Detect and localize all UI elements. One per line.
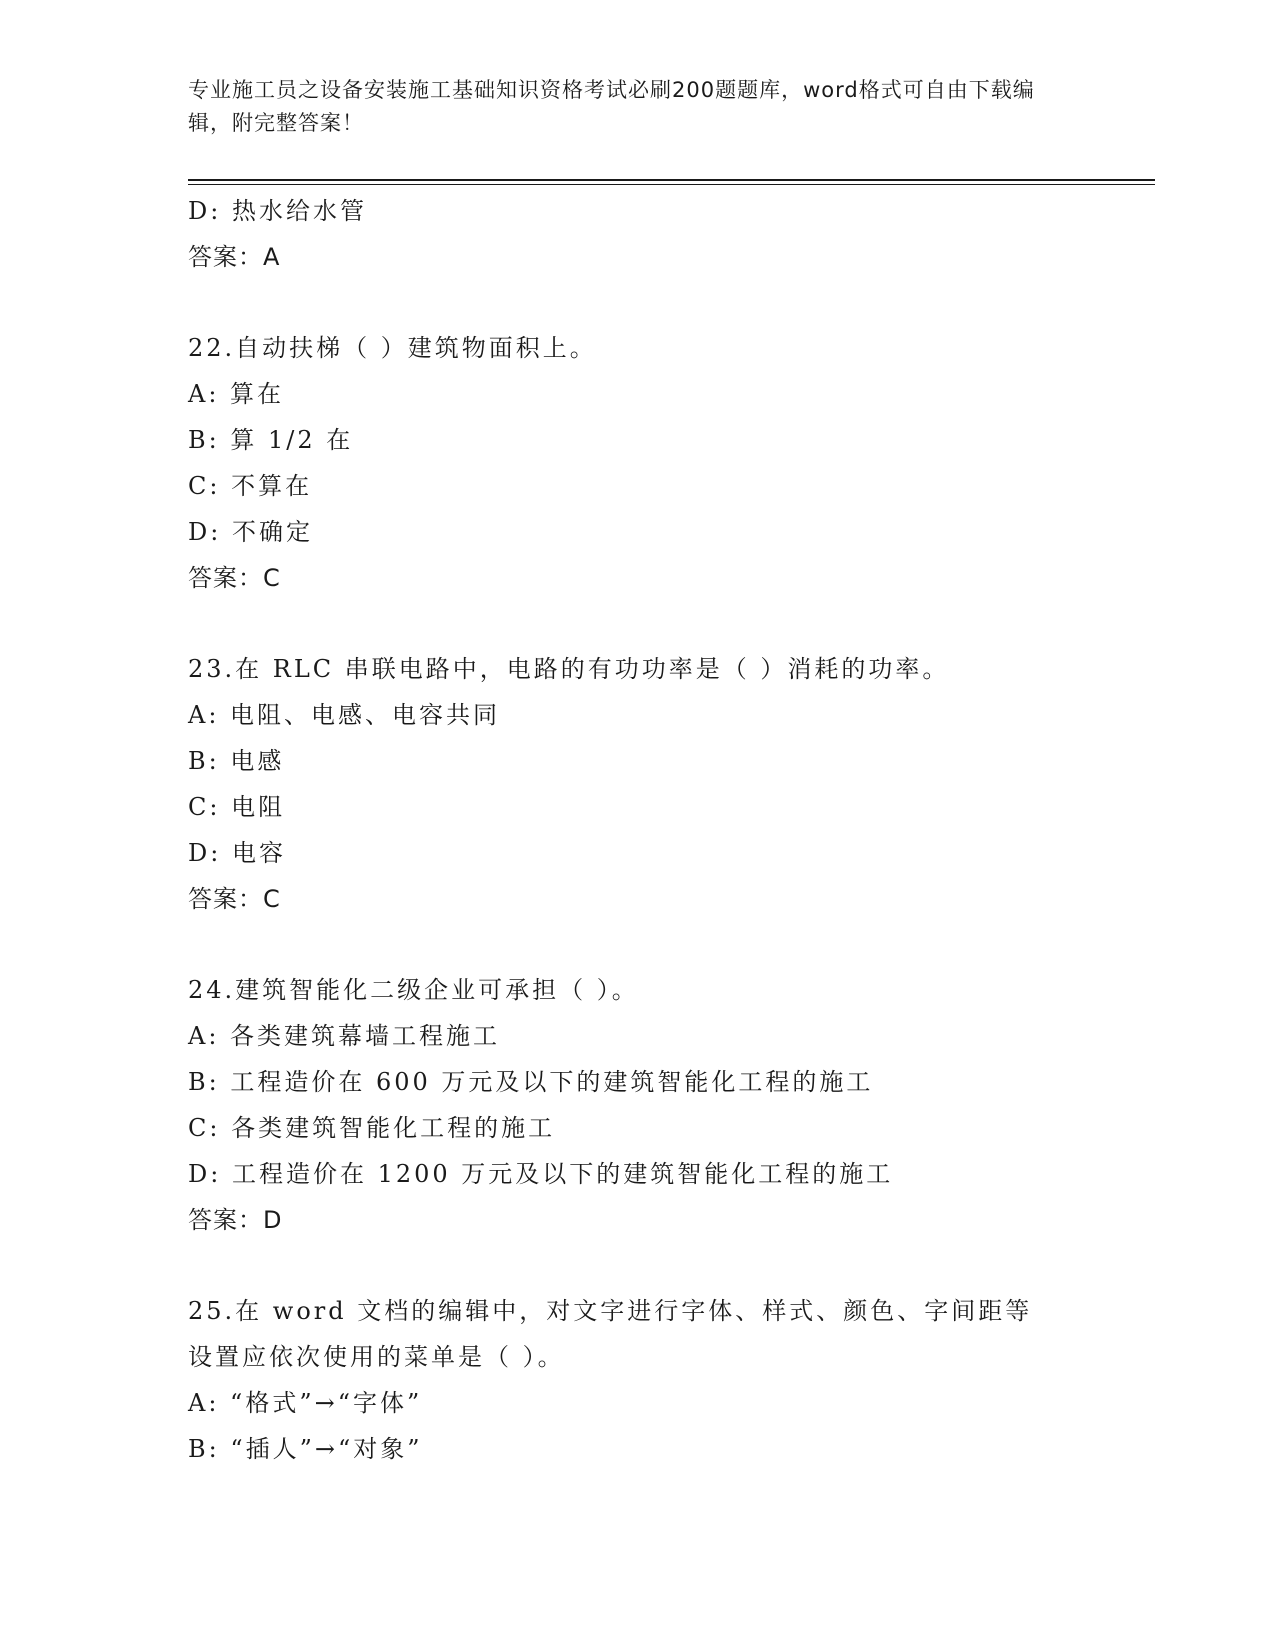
document-body [188, 188, 1088, 1472]
option-a: A: “格式”→“字体” [188, 1389, 423, 1417]
option-d: D: 不确定 [188, 518, 313, 546]
question-text: 24.建筑智能化二级企业可承担（ ）。 [188, 976, 639, 1004]
question-text: 22.自动扶梯（ ）建筑物面积上。 [188, 334, 597, 362]
option-d: D: 工程造价在 1200 万元及以下的建筑智能化工程的施工 [188, 1160, 894, 1188]
option-d: D: 热水给水管 [188, 197, 367, 225]
header-divider-thick [188, 179, 1155, 181]
question-text-line-1: 25.在 word 文档的编辑中，对文字进行字体、样式、颜色、字间距等 [188, 1297, 1033, 1325]
option-b: B: 电感 [188, 747, 285, 775]
option-c: C: 各类建筑智能化工程的施工 [188, 1114, 556, 1142]
question-text-line-2: 设置应依次使用的菜单是（ ）。 [188, 1343, 565, 1371]
question-25 [188, 1288, 1088, 1472]
option-b: B: 工程造价在 600 万元及以下的建筑智能化工程的施工 [188, 1068, 874, 1096]
option-a: A: 各类建筑幕墙工程施工 [188, 1022, 501, 1050]
answer-line: 答案：D [188, 1206, 283, 1234]
option-b: B: 算 1/2 在 [188, 426, 354, 454]
option-d: D: 电容 [188, 839, 286, 867]
answer-line: 答案：C [188, 564, 281, 592]
page-header: 专业施工员之设备安装施工基础知识资格考试必刷200题题库，word格式可自由下载编辑，附完整答案！ [188, 78, 1035, 135]
header-divider-thin [188, 184, 1155, 185]
option-c: C: 不算在 [188, 472, 313, 500]
question-text: 23.在 RLC 串联电路中，电路的有功功率是（ ）消耗的功率。 [188, 655, 950, 683]
option-a: A: 电阻、电感、电容共同 [188, 701, 501, 729]
answer-line: 答案：A [188, 243, 281, 271]
question-24 [188, 967, 1088, 1243]
question-23 [188, 646, 1088, 922]
option-c: C: 电阻 [188, 793, 286, 821]
question-22 [188, 325, 1088, 601]
answer-line: 答案：C [188, 885, 281, 913]
option-b: B: “插人”→“对象” [188, 1435, 423, 1463]
option-a: A: 算在 [188, 380, 285, 408]
